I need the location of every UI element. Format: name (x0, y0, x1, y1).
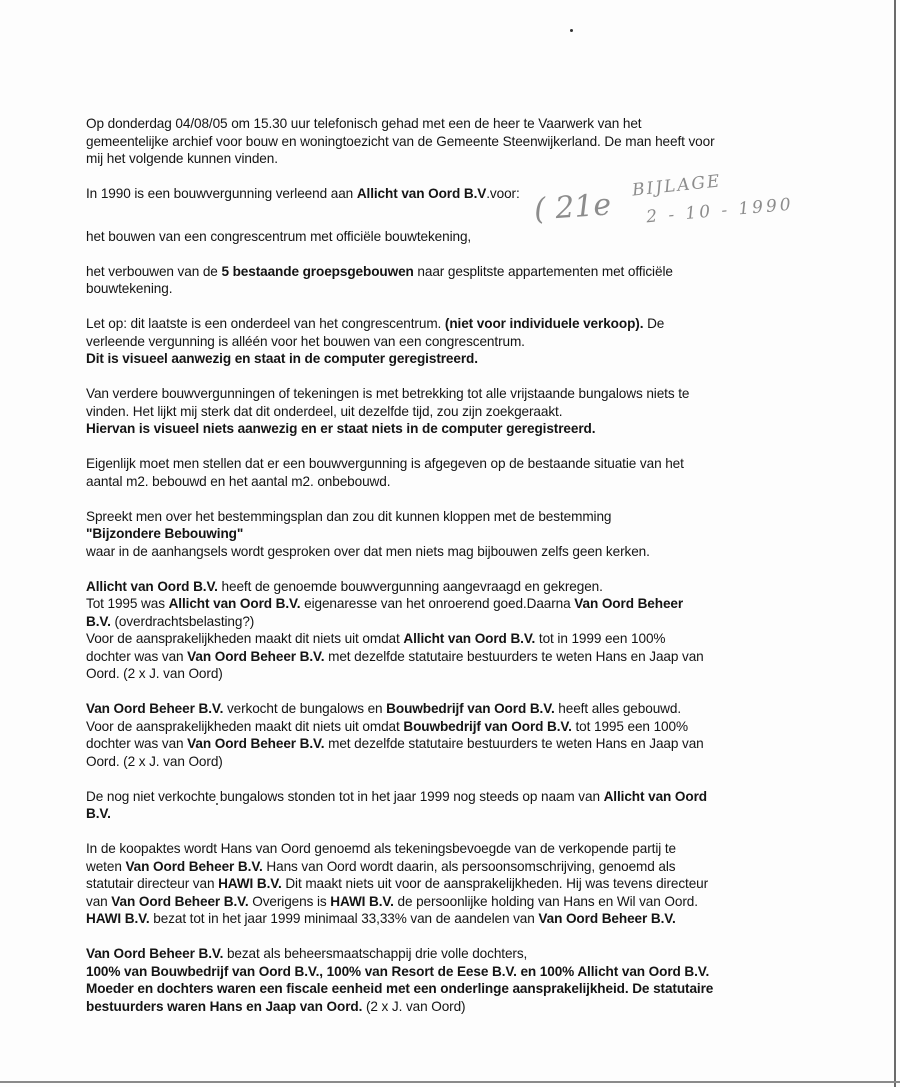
text-run: heeft alles gebouwd. (554, 701, 682, 716)
text-line (86, 508, 822, 526)
text-line (86, 910, 822, 928)
paragraph (86, 315, 822, 368)
text-run: naar gesplitste appartementen met officiële (413, 263, 673, 279)
text-line (86, 858, 822, 876)
text-line (86, 613, 822, 631)
text-run: .voor: (486, 186, 520, 201)
paragraph (86, 700, 822, 770)
text-run: weten (86, 858, 126, 874)
text-run: tot 1995 een 100% (571, 718, 688, 734)
scan-speck (570, 29, 573, 32)
text-line (86, 945, 822, 963)
text-run: Eigenlijk moet men stellen dat er een bouwvergunning is afgegeven op de bestaande situatie van het (86, 456, 684, 471)
text-line (86, 333, 822, 351)
bold-text: Allicht van Oord B.V (356, 186, 487, 201)
text-run: de persoonlijke holding van Hans en Wil van Oord. (393, 893, 698, 909)
bold-text: Van Oord Beheer B.V. (125, 858, 263, 874)
text-run: verkocht de bungalows en (223, 701, 387, 716)
bold-text: bestuurders waren Hans en Jaap van Oord. (86, 998, 363, 1014)
paragraph (86, 945, 822, 1015)
text-run: aantal m2. bebouwd en het aantal m2. onbebouwd. (86, 473, 391, 489)
bold-text: Van Oord Beheer B.V. (187, 736, 325, 751)
paragraph (86, 508, 822, 561)
bold-text: HAWI B.V. (86, 911, 150, 926)
text-run: In 1990 is een bouwvergunning verleend aan (86, 186, 357, 201)
text-line (86, 455, 822, 473)
text-run: bouwtekening. (86, 281, 173, 296)
text-run: (2 x J. van Oord) (362, 998, 466, 1014)
bold-text: Allicht van Oord B.V. (168, 596, 301, 611)
text-run: bezat tot in het jaar 1999 minimaal 33,33% van de aandelen van (149, 911, 539, 926)
text-line (86, 578, 822, 596)
text-run: eigenaresse van het onroerend goed.Daarna (300, 596, 575, 611)
bold-text: Van Oord Beheer B.V. (187, 648, 325, 664)
handwritten-bijlage-label: BIJLAGE (631, 171, 723, 201)
text-line (86, 115, 822, 133)
paragraph (86, 185, 822, 203)
text-line (86, 718, 822, 736)
text-run: waar in de aanhangsels wordt gesproken over dat men niets mag bijbouwen zelfs geen kerken. (86, 543, 650, 559)
text-line (86, 893, 822, 911)
text-run: Hans van Oord wordt daarin, als persoonsomschrijving, genoemd als (262, 858, 676, 874)
text-run: Tot 1995 was (86, 596, 169, 611)
handwritten-bracket-note: ( 21e (532, 187, 613, 228)
text-run: Oord. (2 x J. van Oord) (86, 753, 223, 769)
text-line (86, 998, 822, 1016)
bold-text: 5 bestaande groepsgebouwen (221, 263, 414, 279)
text-line (86, 805, 822, 823)
text-run: met dezelfde statutaire bestuurders te weten Hans en Jaap van (324, 736, 704, 751)
text-line (86, 228, 822, 246)
bold-text: Dit is visueel aanwezig en staat in de computer geregistreerd. (86, 351, 478, 366)
bold-text: Van Oord Beheer B.V. (86, 701, 224, 716)
text-line (86, 788, 822, 806)
text-run: dochter was van (86, 648, 188, 664)
text-line (86, 315, 822, 333)
text-run: bezat als beheersmaatschappij drie volle dochters, (223, 946, 528, 961)
paragraph (86, 788, 822, 823)
text-run: De (643, 316, 665, 331)
bold-text: Allicht van Oord B.V. (86, 578, 218, 594)
text-line (86, 403, 822, 421)
text-run: het verbouwen van de (86, 263, 222, 279)
text-run: Voor de aansprakelijkheden maakt dit niets uit omdat (86, 631, 404, 646)
bold-text: Van Oord Beheer B.V. (538, 911, 676, 926)
text-line (86, 700, 822, 718)
text-line (86, 595, 822, 613)
bold-text: HAWI B.V. (218, 876, 282, 891)
bold-text: "Bijzondere Bebouwing" (86, 526, 244, 541)
bold-text: Hiervan is visueel niets aanwezig en er staat niets in de computer geregistreerd. (86, 421, 596, 436)
text-line (86, 840, 822, 858)
bold-text: Allicht van Oord B.V. (403, 631, 536, 646)
text-line (86, 350, 822, 368)
text-run: Let op: dit laatste is een onderdeel van het congrescentrum. (86, 316, 445, 331)
text-line (86, 525, 822, 543)
text-run: gemeentelijke archief voor bouw en woningtoezicht van de Gemeente Steenwijkerland. De man heeft voor (86, 133, 715, 149)
text-line (86, 185, 822, 203)
bold-text: 100% van Bouwbedrijf van Oord B.V., 100% van Resort de Eese B.V. en 100% Allicht van Oord B.V. (86, 963, 710, 979)
paragraph (86, 115, 822, 168)
bold-text: B.V. (86, 613, 111, 629)
paragraph (86, 263, 822, 298)
text-run: tot in 1999 een 100% (535, 631, 666, 646)
bold-text: Van Oord Beheer B.V. (111, 893, 249, 909)
text-run: met dezelfde statutaire bestuurders te weten Hans en Jaap van (324, 648, 704, 664)
bold-text: Moeder en dochters waren een fiscale eenheid met een onderlinge aansprakelijkheid. De statutaire (86, 981, 714, 996)
text-run: verleende vergunning is alléén voor het bouwen van een congrescentrum. (86, 333, 525, 349)
bold-text: Bouwbedrijf van Oord B.V. (386, 701, 555, 716)
text-run: mij het volgende kunnen vinden. (86, 151, 278, 166)
text-line (86, 263, 822, 281)
bold-text: Van Oord Beheer (574, 596, 684, 611)
text-line (86, 630, 822, 648)
text-run: Overigens is (248, 893, 331, 909)
paragraph (86, 455, 822, 490)
handwritten-date: 2 - 10 - 1990 (645, 194, 795, 228)
paragraph (86, 385, 822, 438)
text-line (86, 980, 822, 998)
text-run: Spreekt men over het bestemmingsplan dan zou dit kunnen kloppen met de bestemming (86, 508, 612, 524)
bold-text: Allicht van Oord (603, 788, 707, 804)
bold-text: Van Oord Beheer B.V. (86, 946, 224, 961)
text-line (86, 665, 822, 683)
page-edge-bottom (0, 1081, 900, 1083)
text-run: heeft de genoemde bouwvergunning aangevraagd en gekregen. (217, 578, 603, 594)
text-run: vinden. Het lijkt mij sterk dat dit onderdeel, uit dezelfde tijd, zou zijn zoekgeraakt. (86, 403, 563, 419)
text-line (86, 963, 822, 981)
paragraph (86, 840, 822, 928)
text-line (86, 753, 822, 771)
bold-text: B.V. (86, 806, 111, 821)
text-line (86, 133, 822, 151)
bold-text: (niet voor individuele verkoop). (444, 316, 644, 331)
text-line (86, 735, 822, 753)
text-line (86, 385, 822, 403)
text-line (86, 543, 822, 561)
text-run: het bouwen van een congrescentrum met officiële bouwtekening, (86, 228, 472, 244)
text-run: Oord. (2 x J. van Oord) (86, 666, 223, 681)
text-run: van (86, 893, 112, 909)
text-run: Voor de aansprakelijkheden maakt dit niets uit omdat (86, 718, 404, 734)
paragraph (86, 228, 822, 246)
text-run: De nog niet verkochte bungalows stonden tot in het jaar 1999 nog steeds op naam van (86, 788, 604, 804)
text-line (86, 648, 822, 666)
text-line (86, 280, 822, 298)
text-run: Van verdere bouwvergunningen of tekeningen is met betrekking tot alle vrijstaande bungalows niets te (86, 386, 690, 401)
bold-text: HAWI B.V. (330, 893, 394, 909)
text-run: dochter was van (86, 736, 188, 751)
text-run: Op donderdag 04/08/05 om 15.30 uur telefonisch gehad met een de heer te Vaarwerk van het (86, 116, 642, 131)
document-body (86, 115, 822, 1015)
paragraph (86, 578, 822, 683)
text-line (86, 875, 822, 893)
text-run: Dit maakt niets uit voor de aansprakelijkheden. Hij was tevens directeur (281, 876, 709, 891)
text-line (86, 473, 822, 491)
text-line (86, 150, 822, 168)
text-run: statutair directeur van (86, 876, 219, 891)
text-run: In de koopaktes wordt Hans van Oord genoemd als tekeningsbevoegde van de verkopende partij te (86, 841, 676, 856)
text-run: (overdrachtsbelasting?) (110, 613, 255, 629)
bold-text: Bouwbedrijf van Oord B.V. (403, 718, 572, 734)
text-line (86, 420, 822, 438)
page-edge-right (894, 0, 896, 1087)
